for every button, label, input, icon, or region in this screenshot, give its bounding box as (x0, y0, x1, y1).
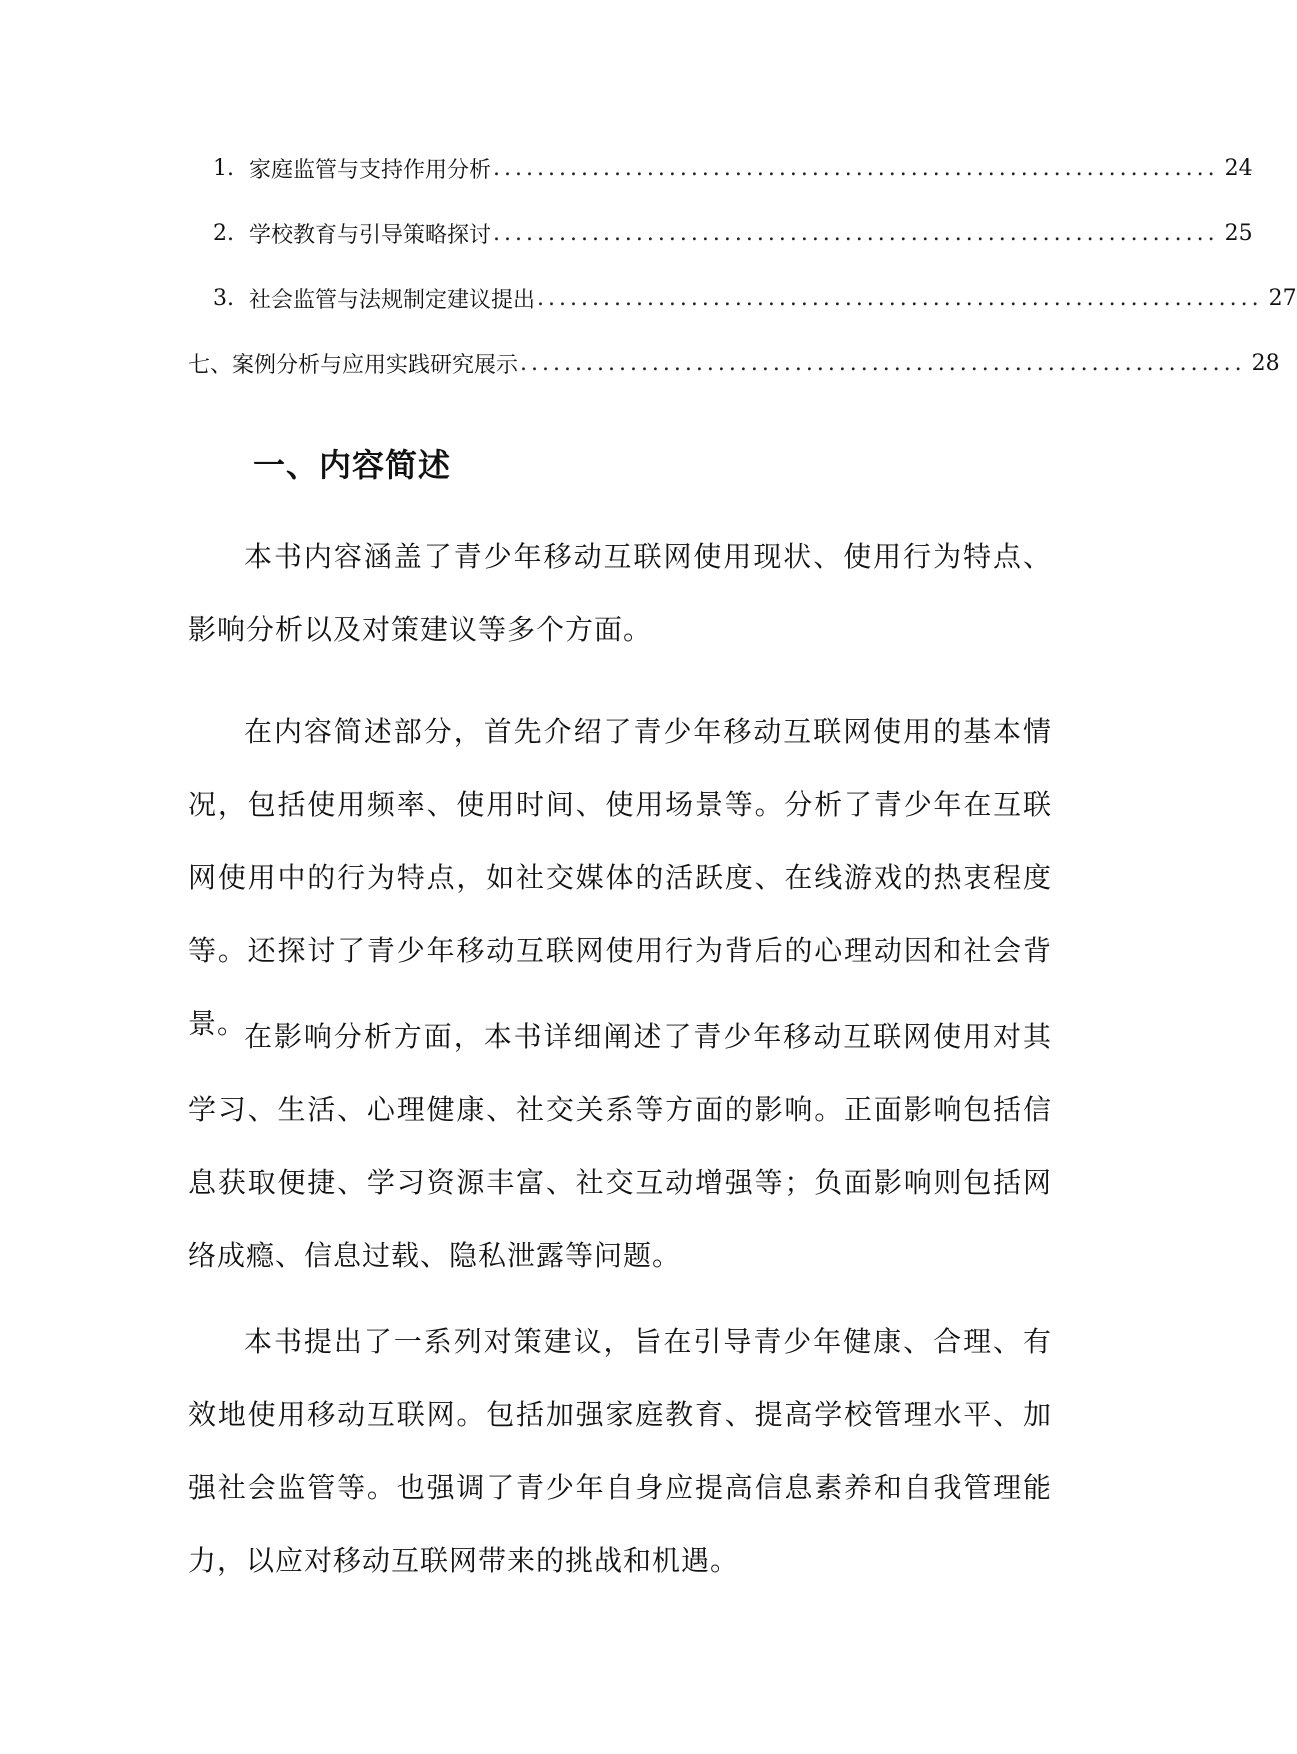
toc-entry-label: 七、案例分析与应用实践研究展示 (188, 352, 519, 378)
toc-entry[interactable] (213, 148, 1253, 188)
toc-entry-label: 学校教育与引导策略探讨 (249, 222, 492, 248)
toc-entry-page: 28 (1251, 350, 1280, 376)
body-paragraph: 在影响分析方面，本书详细阐述了青少年移动互联网使用对其学习、生活、心理健康、社交关系等方面的影响。正面影响包括信息获取便捷、学习资源丰富、社交互动增强等；负面影响则包括网络成瘾、信息过载、隐私泄露等问题。 (188, 1020, 1052, 1272)
toc-entry-page: 25 (1224, 220, 1253, 246)
toc-entry-number: 2. (213, 220, 234, 246)
toc-entry[interactable] (213, 278, 1297, 318)
toc-entry-label: 社会监管与法规制定建议提出 (249, 287, 536, 313)
section-heading: 一、内容简述 (253, 446, 452, 484)
toc-entry-page: 24 (1224, 155, 1253, 181)
toc-entry-page: 27 (1268, 285, 1297, 311)
toc-entry-number: 3. (213, 285, 234, 311)
toc-entry[interactable] (213, 213, 1253, 253)
body-paragraph: 在内容简述部分，首先介绍了青少年移动互联网使用的基本情况，包括使用频率、使用时间、使用场景等。分析了青少年在互联网使用中的行为特点，如社交媒体的活跃度、在线游戏的热衷程度等。还探讨了青少年移动互联网使用行为背后的心理动因和社会背景。 (188, 715, 1052, 1040)
toc-leader-dots: .................................................................. (537, 285, 1263, 311)
toc-entry[interactable] (188, 343, 1280, 383)
body-paragraph: 本书内容涵盖了青少年移动互联网使用现状、使用行为特点、影响分析以及对策建议等多个方面。 (188, 540, 1052, 646)
toc-entry-label: 家庭监管与支持作用分析 (249, 157, 492, 183)
body-paragraph: 本书提出了一系列对策建议，旨在引导青少年健康、合理、有效地使用移动互联网。包括加强家庭教育、提高学校管理水平、加强社会监管等。也强调了青少年自身应提高信息素养和自我管理能力，以应对移动互联网带来的挑战和机遇。 (188, 1325, 1052, 1577)
toc-entry-number: 1. (213, 155, 234, 181)
toc-leader-dots: .................................................................. (493, 155, 1219, 181)
toc-leader-dots: .................................................................. (493, 220, 1219, 246)
toc-leader-dots: .................................................................. (520, 350, 1246, 376)
